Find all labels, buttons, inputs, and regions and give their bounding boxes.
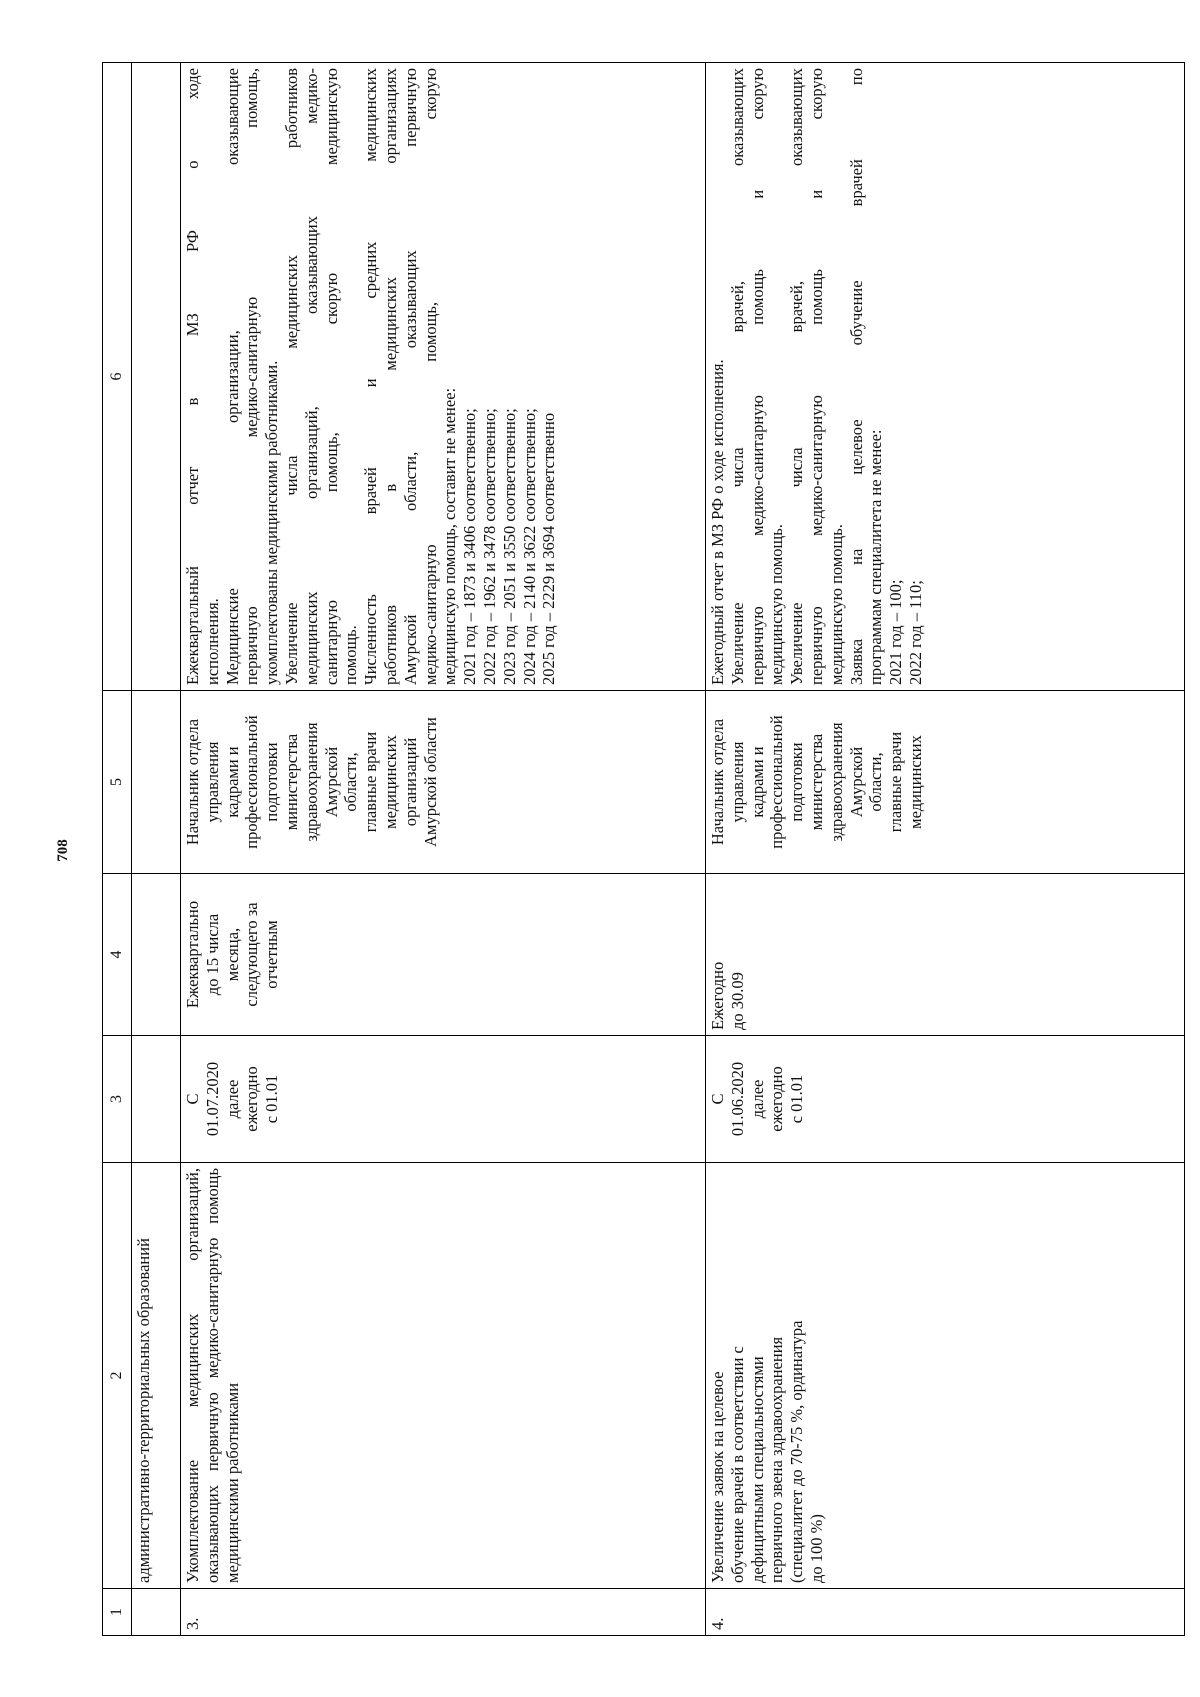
result-line: медицинскую помощь, составит не менее: xyxy=(440,387,460,685)
activity-line: дефицитными специальностями xyxy=(747,1356,767,1583)
deadline-cell xyxy=(706,874,1185,1036)
responsible-line: профессиональной xyxy=(242,715,262,849)
result-line: Увеличение числа врачей, оказывающих xyxy=(787,68,807,685)
result-line: медицинских организаций, оказывающих медико- xyxy=(301,68,321,685)
responsible-line: главные врачи xyxy=(361,731,381,833)
table-row-4 xyxy=(706,63,1185,1636)
header-col-6: 6 xyxy=(103,63,132,691)
start-line: далее xyxy=(747,1079,767,1119)
cont-num xyxy=(132,1589,181,1636)
result-line: Медицинские организации, оказывающие xyxy=(222,68,242,685)
result-line: 2021 год – 100; xyxy=(886,579,906,685)
cont-activity: административно-территориальных образований xyxy=(132,1163,181,1589)
activity-cell xyxy=(706,1163,1185,1589)
result-cell xyxy=(181,63,706,691)
deadline-line: отчетным xyxy=(262,920,282,989)
result-line: 2023 год – 2051 и 3550 соответственно; xyxy=(499,408,519,685)
result-line: медицинскую помощь. xyxy=(826,524,846,685)
result-line: 2025 год – 2229 и 3694 соответственно xyxy=(539,412,559,685)
start-line: с 01.01 xyxy=(787,1074,807,1124)
responsible-line: Амурской xyxy=(321,746,341,818)
responsible-line: медицинских xyxy=(905,735,925,829)
cont-result xyxy=(132,63,181,691)
start-line: 01.06.2020 xyxy=(727,1061,747,1137)
responsible-line: подготовки xyxy=(787,742,807,822)
responsible-line: управления xyxy=(727,741,747,823)
result-line: Увеличение числа врачей, оказывающих xyxy=(727,68,747,685)
responsible-cell xyxy=(181,691,706,874)
header-row xyxy=(103,63,132,1636)
continuation-row xyxy=(132,63,181,1636)
result-cell xyxy=(706,63,1185,691)
deadline-line: следующего за xyxy=(242,902,262,1007)
activity-cell: Укомплектование медицинских организаций, оказывающих первичную медико-санитарную помощь медицинскими работниками xyxy=(181,1163,706,1589)
deadline-cell xyxy=(181,874,706,1036)
result-line: Ежеквартальный отчет в МЗ РФ о ходе xyxy=(183,68,202,685)
start-line: С xyxy=(708,1093,727,1105)
plan-table xyxy=(102,62,1185,1636)
result-line: программам специалитета не менее: xyxy=(866,429,886,685)
page-number: 708 xyxy=(54,839,71,862)
responsible-line: Начальник отдела xyxy=(183,718,202,846)
start-line: ежегодно xyxy=(767,1066,787,1132)
result-line: Заявка на целевое обучение врачей по xyxy=(846,68,866,685)
activity-line: обучение врачей в соответствии с xyxy=(727,1346,747,1583)
deadline-line: до 30.09 xyxy=(727,972,747,1030)
cont-responsible xyxy=(132,691,181,874)
responsible-line: здравоохранения xyxy=(826,722,846,842)
header-col-2: 2 xyxy=(103,1163,132,1589)
deadline-line: месяца, xyxy=(222,927,242,982)
activity-line: (специалитет до 70-75 %, ординатура xyxy=(787,1320,807,1583)
result-line: Численность врачей и средних медицинских xyxy=(361,68,381,685)
cont-start xyxy=(132,1036,181,1163)
responsible-line: министерства xyxy=(806,733,826,831)
responsible-line: Начальник отдела xyxy=(708,718,727,846)
responsible-line: управления xyxy=(202,741,222,823)
result-line: укомплектованы медицинскими работниками. xyxy=(262,360,282,685)
activity-line: Увеличение заявок на целевое xyxy=(708,1371,727,1583)
result-line: санитарную помощь, скорую медицинскую xyxy=(321,68,341,685)
row-number: 3. xyxy=(181,1589,706,1636)
responsible-line: главные врачи xyxy=(886,731,906,833)
header-col-4: 4 xyxy=(103,874,132,1036)
responsible-line: подготовки xyxy=(262,742,282,822)
start-date-cell xyxy=(706,1036,1185,1163)
result-line: 2021 год – 1873 и 3406 соответственно; xyxy=(460,408,480,685)
responsible-line: области, xyxy=(866,752,886,812)
table-row-3 xyxy=(181,63,706,1636)
start-date-cell xyxy=(181,1036,706,1163)
result-line: Амурской области, оказывающих первичную xyxy=(400,68,420,685)
result-line: 2022 год – 110; xyxy=(905,580,925,685)
activity-line: первичного звена здравоохранения xyxy=(767,1336,787,1583)
result-line: работников в медицинских организациях xyxy=(380,68,400,685)
deadline-line: до 15 числа xyxy=(202,913,222,996)
result-line: Ежегодный отчет в МЗ РФ о ходе исполнения. xyxy=(708,359,727,685)
start-line: 01.07.2020 xyxy=(202,1061,222,1137)
result-line: помощь. xyxy=(341,625,361,685)
responsible-line: Амурской xyxy=(846,746,866,818)
responsible-line: Амурской области xyxy=(420,717,440,847)
start-line: ежегодно xyxy=(242,1066,262,1132)
result-line: первичную медико-санитарную помощь и скорую xyxy=(747,68,767,685)
result-line: Увеличение числа медицинских работников xyxy=(281,68,301,685)
result-line: медицинскую помощь. xyxy=(767,524,787,685)
activity-line: до 100 %) xyxy=(806,1514,826,1583)
header-col-5: 5 xyxy=(103,691,132,874)
responsible-line: кадрами и xyxy=(747,746,767,818)
start-line: С xyxy=(183,1093,202,1105)
header-col-3: 3 xyxy=(103,1036,132,1163)
responsible-line: профессиональной xyxy=(767,715,787,849)
responsible-line: здравоохранения xyxy=(301,722,321,842)
deadline-line: Ежегодно xyxy=(708,961,727,1030)
responsible-line: министерства xyxy=(281,733,301,831)
start-line: далее xyxy=(222,1079,242,1119)
result-line: исполнения. xyxy=(202,598,222,685)
responsible-line: области, xyxy=(341,752,361,812)
deadline-line: Ежеквартально xyxy=(183,900,202,1009)
responsible-line: медицинских xyxy=(380,735,400,829)
responsible-line: организаций xyxy=(400,737,420,827)
result-line: первичную медико-санитарную помощь и скорую xyxy=(806,68,826,685)
rotated-page xyxy=(102,63,1198,1636)
header-col-1: 1 xyxy=(103,1589,132,1636)
responsible-line: кадрами и xyxy=(222,746,242,818)
result-line: первичную медико-санитарную помощь, xyxy=(242,68,262,685)
start-line: с 01.01 xyxy=(262,1074,282,1124)
result-line: 2024 год – 2140 и 3622 соответственно; xyxy=(519,408,539,685)
result-line: 2022 год – 1962 и 3478 соответственно; xyxy=(479,408,499,685)
responsible-cell xyxy=(706,691,1185,874)
cont-deadline xyxy=(132,874,181,1036)
row-number: 4. xyxy=(706,1589,1185,1636)
result-line: медико-санитарную помощь, скорую xyxy=(420,68,440,685)
